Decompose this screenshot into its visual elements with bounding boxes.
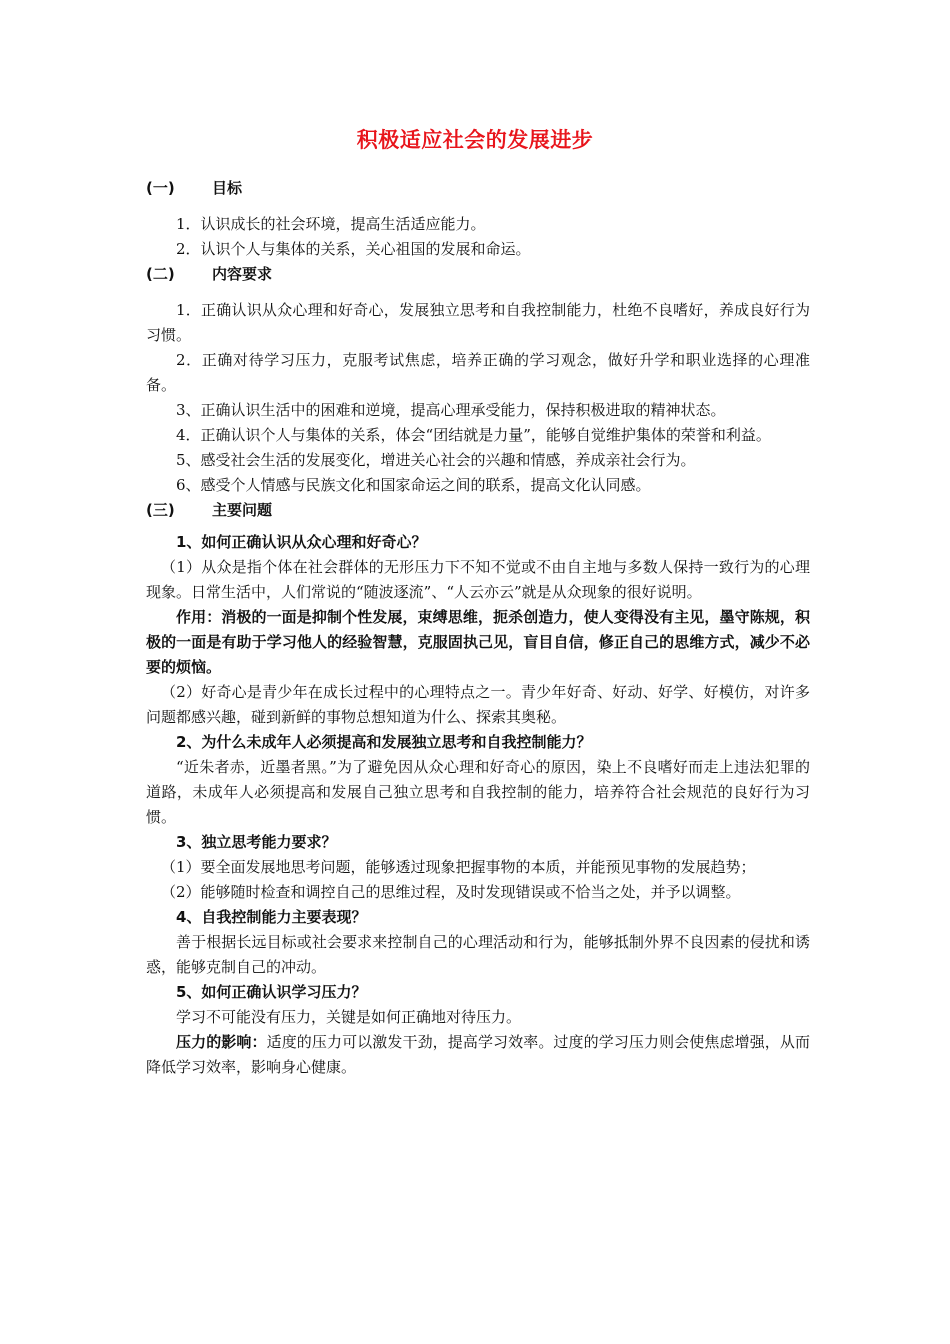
question-paragraph: （1）从众是指个体在社会群体的无形压力下不知不觉或不由自主地与多数人保持一致行为的心理现象。日常生活中，人们常说的“随波逐流”、“人云亦云”就是从众现象的很好说明。 — [146, 558, 810, 601]
question-paragraph: （2）能够随时检查和调控自己的思维过程，及时发现错误或不恰当之处，并予以调整。 — [161, 883, 741, 901]
requirement-item: 4．正确认识个人与集体的关系，体会“团结就是力量”，能够自觉维护集体的荣誉和利益。 — [176, 426, 771, 444]
section-label: 目标 — [212, 179, 243, 197]
section-label: 内容要求 — [212, 265, 273, 283]
section-number: (一) — [146, 179, 175, 197]
question-title: 3、独立思考能力要求？ — [176, 833, 337, 851]
requirement-item: 6、感受个人情感与民族文化和国家命运之间的联系，提高文化认同感。 — [176, 476, 651, 494]
requirement-item: 5、感受社会生活的发展变化，增进关心社会的兴趣和情感，养成亲社会行为。 — [176, 451, 696, 469]
section-number: (三) — [146, 501, 175, 519]
question-title: 4、自我控制能力主要表现？ — [176, 908, 367, 926]
question-title: 1、如何正确认识从众心理和好奇心？ — [176, 533, 427, 551]
section-heading-main-questions — [146, 498, 810, 522]
goal-item: 1．认识成长的社会环境，提高生活适应能力。 — [176, 215, 486, 233]
requirement-item: 2．正确对待学习压力，克服考试焦虑，培养正确的学习观念，做好升学和职业选择的心理准备。 — [146, 351, 810, 394]
question-paragraph-bold: 作用：消极的一面是抑制个性发展，束缚思维，扼杀创造力，使人变得没有主见，墨守陈规，积极的一面是有助于学习他人的经验智慧，克服固执己见，盲目自信，修正自己的思维方式，减少不必要的烦恼。 — [146, 608, 810, 676]
section-heading-goals — [146, 176, 810, 200]
inline-text: 适度的压力可以激发干劲，提高学习效率。过度的学习压力则会使焦虑增强，从而降低学习效率，影响身心健康。 — [146, 1033, 810, 1076]
document-body — [146, 176, 810, 1080]
question-paragraph: “近朱者赤，近墨者黑。”为了避免因从众心理和好奇心的原因，染上不良嗜好而走上违法犯罪的道路，未成年人必须提高和发展自己独立思考和自我控制的能力，培养符合社会规范的良好行为习惯。 — [146, 758, 810, 826]
goal-item: 2．认识个人与集体的关系，关心祖国的发展和命运。 — [176, 240, 531, 258]
requirement-item: 1．正确认识从众心理和好奇心，发展独立思考和自我控制能力，杜绝不良嗜好，养成良好行为习惯。 — [146, 301, 810, 344]
section-label: 主要问题 — [212, 501, 273, 519]
document-title: 积极适应社会的发展进步 — [356, 128, 594, 152]
question-paragraph — [146, 1030, 810, 1080]
question-paragraph: 善于根据长远目标或社会要求来控制自己的心理活动和行为，能够抵制外界不良因素的侵扰和诱惑，能够克制自己的冲动。 — [146, 933, 810, 976]
inline-label: 压力的影响： — [176, 1033, 267, 1051]
requirement-item: 3、正确认识生活中的困难和逆境，提高心理承受能力，保持积极进取的精神状态。 — [176, 401, 726, 419]
section-heading-requirements — [146, 262, 810, 286]
question-paragraph: （2）好奇心是青少年在成长过程中的心理特点之一。青少年好奇、好动、好学、好模仿，对许多问题都感兴趣，碰到新鲜的事物总想知道为什么、探索其奥秘。 — [146, 683, 810, 726]
question-title: 5、如何正确认识学习压力？ — [176, 983, 367, 1001]
section-number: (二) — [146, 265, 175, 283]
question-paragraph: （1）要全面发展地思考问题，能够透过现象把握事物的本质，并能预见事物的发展趋势； — [161, 858, 756, 876]
question-paragraph: 学习不可能没有压力，关键是如何正确地对待压力。 — [176, 1008, 522, 1026]
question-title: 2、为什么未成年人必须提高和发展独立思考和自我控制能力？ — [176, 733, 592, 751]
